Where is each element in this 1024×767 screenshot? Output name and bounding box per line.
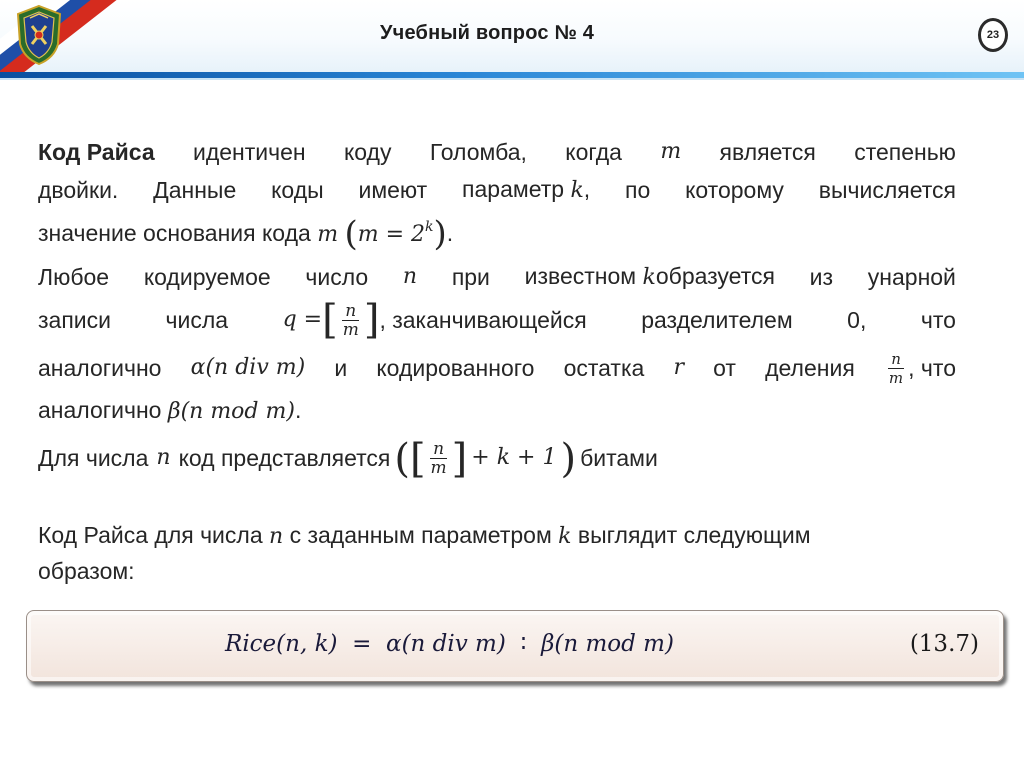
formula-box [26,610,1004,682]
equation-number: (13.7) [909,631,979,657]
formula-beta: β(n mod m) [541,631,674,657]
fraction-n-over-m [340,302,362,339]
formula-separator: ∶ [520,631,527,657]
text-span: Код Райса для числа [38,522,263,548]
math-var-k: k [642,264,656,290]
text-word: разделителем [641,306,793,333]
math-var-m: m [317,222,339,247]
math-var-k: k [558,524,572,549]
fraction-numerator: n [342,302,359,321]
text-word: деления [765,354,855,381]
math-alpha-expression: α(n div m) [190,354,306,380]
academy-emblem-icon [14,4,64,66]
text-line [38,296,956,344]
fraction-n-over-m [428,440,450,477]
math-equation: m = 2 [357,222,425,247]
math-bit-length-expression: ( [ $\frac{n}{m}$ ] + k + 1 ) [394,435,577,482]
formula-arguments: (n, k) [276,631,338,657]
text-word: коды [271,176,324,203]
text-word: известном [524,262,637,289]
text-word: когда [565,139,622,165]
text-span: с заданным параметром [289,522,552,548]
text-word: двойки. [38,176,119,203]
fraction-denominator: m [430,458,447,478]
text-word: записи [38,306,111,333]
text-word: Данные [153,176,237,203]
text-word: кодируемое [143,263,271,290]
slide-body [38,134,956,483]
text-word: степенью [854,139,956,165]
formula-alpha: α(n div m) [386,631,506,657]
text-word: Голомба, [429,139,527,165]
page-number-badge: 23 [978,18,1008,52]
text-line: двойки. Данные коды имеют параметр k, по которому вычисляется [38,171,956,210]
text-span: образом: [38,558,135,584]
math-var-m: m [660,139,682,164]
text-word: по [625,176,651,203]
text-line [38,392,956,431]
text-span: , заканчивающейся [379,306,587,333]
text-word: число [305,263,369,290]
text-line [38,344,956,392]
text-word: унарной [867,263,956,290]
text-word: образуется [655,262,775,289]
term-rice-code: Код Райса [38,139,155,165]
text-word: является [719,139,816,165]
paragraph-encoding [38,258,956,431]
slide-header [0,0,1024,72]
text-word: 0, [847,306,867,333]
text-line: значение основания кода m $(m = 2^k)$. [38,214,454,254]
math-var-n: n [269,524,284,549]
text-span: код представляется [178,445,391,472]
text-word: при [451,263,490,290]
paragraph-rice-intro [38,518,978,589]
math-var-n: n [402,263,418,289]
math-exponent: k [425,219,434,235]
text-word: из [809,263,834,290]
math-var-r: r [673,354,684,380]
text-word: коду [343,139,392,165]
text-word: и [334,354,348,381]
header-stripe-light [0,78,1024,80]
text-span: битами [580,445,658,472]
paragraph-rice-definition [38,134,956,254]
text-word: Любое [38,263,110,290]
slide-title: Учебный вопрос № 4 [380,22,595,44]
math-floor-expression: q = [ $\frac{n}{m}$ ] , заканчивающейся [282,297,587,343]
text-span: , что [908,354,956,381]
text-word: имеют [358,176,428,203]
text-span: Для числа [38,445,149,472]
rice-formula [225,631,674,657]
text-line [38,134,956,171]
text-span: значение основания кода [38,220,311,246]
text-word: идентичен [192,139,306,165]
fraction-numerator: n [888,350,904,369]
math-var-n: n [156,445,171,471]
text-word: параметр [462,175,565,202]
math-beta-expression: β(n mod m) [167,399,295,424]
text-word: вычисляется [818,176,956,203]
text-word: которому [685,176,784,203]
text-span: выглядит следующим [577,522,811,548]
fraction-denominator: m [342,319,359,340]
text-span: . [294,397,302,423]
text-word: кодированного [376,354,535,381]
text-word: от [713,354,736,381]
text-word: аналогично [38,354,162,381]
formula-equals: = [352,631,372,657]
text-word: остатка [563,354,645,381]
fraction-denominator: m [888,368,904,387]
math-equation: q = [282,306,323,332]
text-span: аналогично [38,397,162,423]
fraction-n-over-m [886,350,906,387]
text-span: . [446,220,454,246]
formula-function-name: Rice [225,631,277,657]
text-word: что [920,306,956,333]
fraction-numerator: n [430,440,447,459]
text-word: числа [165,306,229,333]
math-var-k: k [570,177,584,203]
text-line [38,258,956,297]
paragraph-bit-length [38,435,956,483]
math-expression-tail: + k + 1 [471,445,557,471]
